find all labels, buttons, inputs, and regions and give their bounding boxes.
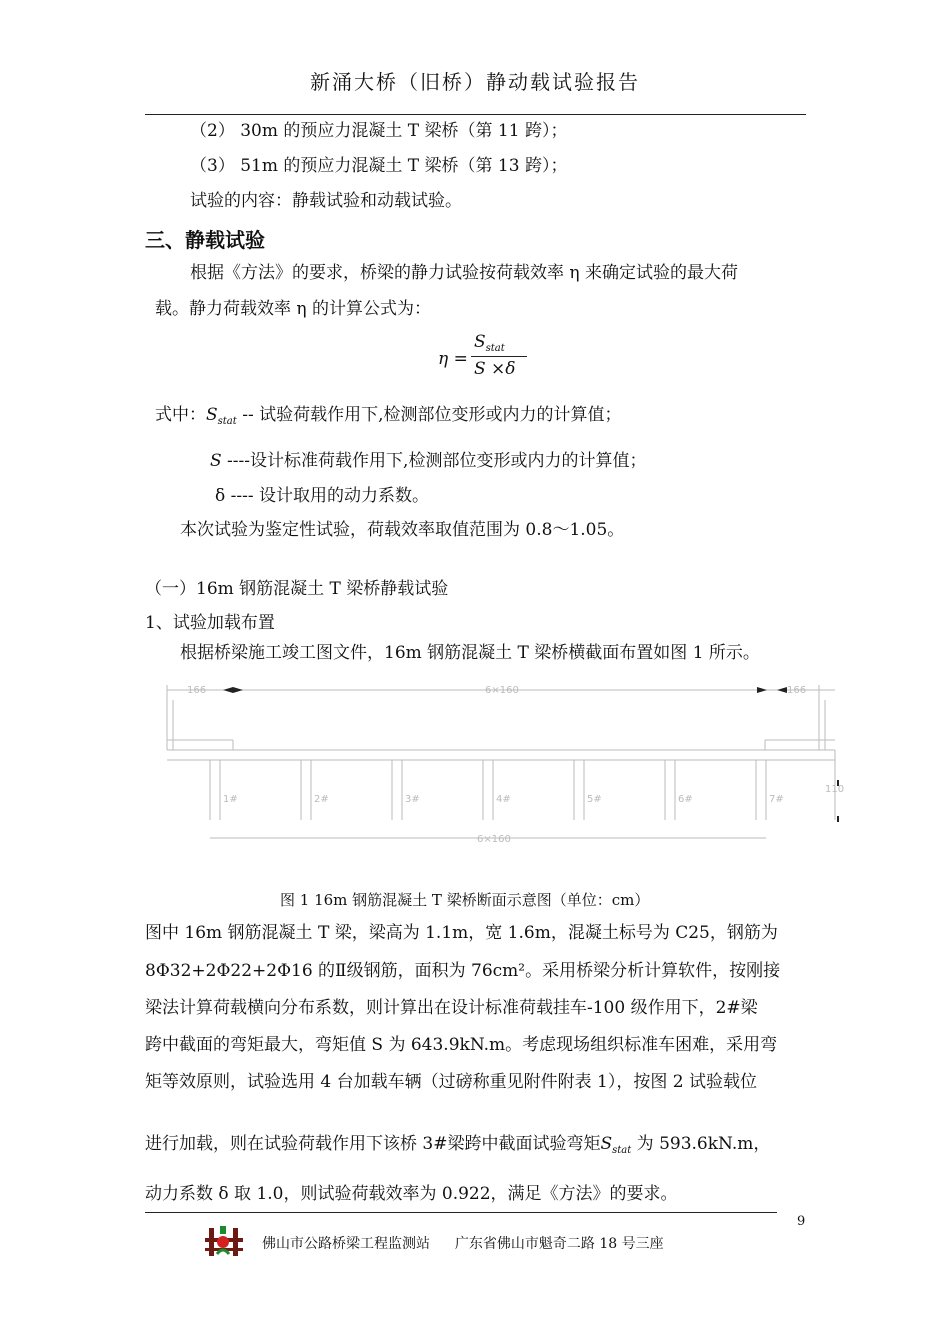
- beam-label: 3#: [405, 794, 420, 805]
- paragraph-5a-sub: stat: [612, 1145, 632, 1156]
- arrow-icon: [777, 687, 787, 693]
- definition-1-sub: stat: [217, 416, 237, 427]
- dim-left-label: 166: [187, 685, 207, 696]
- definition-2-text: ----设计标准荷载作用下,检测部位变形或内力的计算值；: [221, 451, 647, 471]
- tick-mark: [837, 816, 839, 822]
- beam-label: 5#: [587, 794, 602, 805]
- paragraph-1a: 根据《方法》的要求，桥梁的静力试验按荷载效率 η 来确定试验的最大荷: [190, 263, 738, 283]
- paragraph-4d: 跨中截面的弯矩最大，弯矩值 S 为 643.9kN.m。考虑现场组织标准车困难，采用弯: [145, 1035, 778, 1055]
- dim-height-label: 110: [825, 784, 845, 795]
- beam-label: 6#: [678, 794, 693, 805]
- beam-label: 4#: [496, 794, 511, 805]
- paragraph-5a: [145, 1133, 770, 1162]
- subsection-heading-1-1: 1、试验加载布置: [145, 613, 275, 633]
- definition-1: [155, 404, 622, 433]
- list-item-3: （3） 51m 的预应力混凝土 T 梁桥（第 13 跨）；: [190, 156, 568, 176]
- footer-rule: [145, 1212, 777, 1213]
- definition-2-symbol: S: [210, 451, 222, 471]
- page-number: 9: [797, 1214, 806, 1229]
- footer-organization: 佛山市公路桥梁工程监测站: [262, 1236, 430, 1252]
- footer-text: [262, 1233, 664, 1253]
- arrow-icon: [233, 687, 243, 693]
- paragraph-5b: 动力系数 δ 取 1.0，则试验荷载效率为 0.922，满足《方法》的要求。: [145, 1184, 678, 1204]
- beam-label: 2#: [314, 794, 329, 805]
- section-heading-static-test: 三、静载试验: [145, 228, 265, 252]
- dim-right-label: 166: [787, 685, 807, 696]
- organization-logo-icon: [203, 1224, 245, 1260]
- paragraph-4c: 梁法计算荷载横向分布系数，则计算出在设计标准荷载挂车-100 级作用下，2#梁: [145, 998, 758, 1018]
- definition-2: [210, 450, 646, 472]
- arrow-icon: [223, 687, 233, 693]
- paragraph-1b: 载。静力荷载效率 η 的计算公式为：: [155, 299, 431, 319]
- paragraph-3: 根据桥梁施工竣工图文件，16m 钢筋混凝土 T 梁桥横截面布置如图 1 所示。: [180, 643, 760, 663]
- footer-address: 广东省佛山市魁奇二路 18 号三座: [454, 1236, 664, 1252]
- definition-1-symbol: S: [206, 405, 218, 425]
- list-item-2: （2） 30m 的预应力混凝土 T 梁桥（第 11 跨）；: [190, 121, 568, 141]
- paragraph-4a: 图中 16m 钢筋混凝土 T 梁，梁高为 1.1m，宽 1.6m，混凝土标号为 C25，钢筋为: [145, 923, 778, 943]
- paragraph-4e: 矩等效原则，试验选用 4 台加载车辆（过磅称重见附件附表 1），按图 2 试验载位: [145, 1072, 757, 1092]
- header-rule: [145, 114, 806, 115]
- formula-numerator: [474, 332, 505, 354]
- formula-numerator-sub: stat: [485, 343, 505, 354]
- beam-label: 1#: [223, 794, 238, 805]
- formula-denominator: S ×δ: [474, 359, 516, 379]
- formula-numerator-symbol: S: [474, 332, 486, 352]
- beam-label: 7#: [769, 794, 784, 805]
- paragraph-5a-end: 为 593.6kN.m，: [631, 1134, 771, 1154]
- test-content-line: 试验的内容：静载试验和动载试验。: [190, 191, 462, 211]
- definition-3: δ ---- 设计取用的动力系数。: [215, 486, 430, 506]
- dim-bottom-label: 6×160: [477, 834, 511, 845]
- subsection-heading-1: （一）16m 钢筋混凝土 T 梁桥静载试验: [145, 579, 449, 599]
- fraction-bar: [471, 356, 527, 357]
- page-header-title: 新涌大桥（旧桥）静动载试验报告: [310, 70, 640, 94]
- definition-prefix: 式中：: [155, 405, 206, 425]
- paragraph-2: 本次试验为鉴定性试验，荷载效率取值范围为 0.8～1.05。: [180, 520, 625, 540]
- paragraph-5a-symbol: S: [600, 1134, 613, 1154]
- paragraph-4b: 8Φ32+2Φ22+2Φ16 的Ⅱ级钢筋，面积为 76cm²。采用桥梁分析计算软件，按刚接: [145, 961, 781, 981]
- arrow-icon: [757, 687, 767, 693]
- paragraph-5a-text: 进行加载，则在试验荷载作用下该桥 3#梁跨中截面试验弯矩: [145, 1134, 601, 1154]
- bridge-cross-section-figure: [155, 680, 845, 850]
- formula-eta: η =: [438, 349, 468, 369]
- dim-mid-label: 6×160: [485, 685, 519, 696]
- definition-1-text: -- 试验荷载作用下,检测部位变形或内力的计算值；: [236, 405, 622, 425]
- figure-1-caption: 图 1 16m 钢筋混凝土 T 梁桥断面示意图（单位：cm）: [280, 891, 650, 909]
